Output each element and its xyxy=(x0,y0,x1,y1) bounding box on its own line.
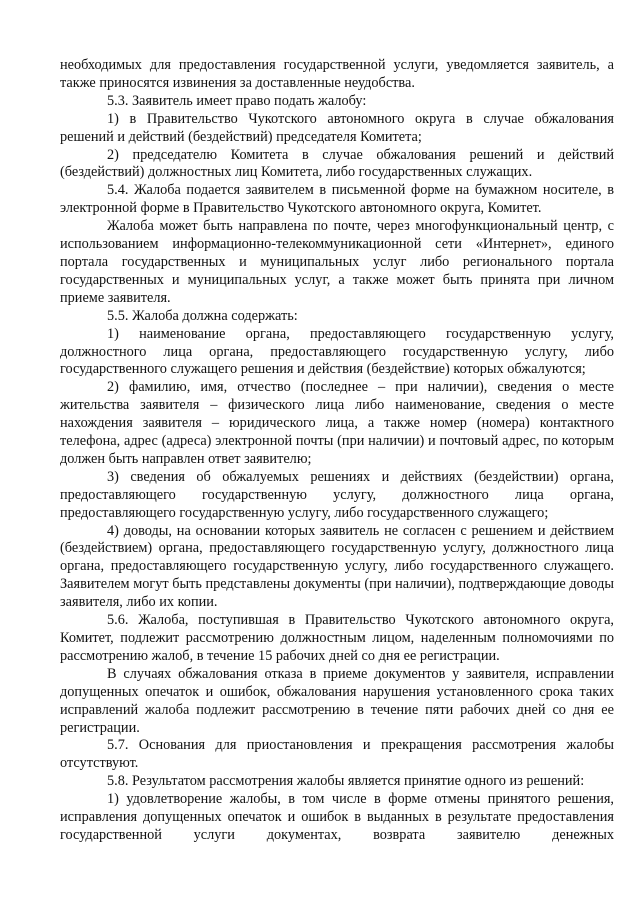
paragraph-1: необходимых для предоставления государственной услуги, уведомляется заявитель, а также приносятся извинения за доставленные неудобства. xyxy=(60,57,614,91)
paragraph-11: 4) доводы, на основании которых заявитель не согласен с решением и действием (бездействием) органа, предоставляющего государственную услугу, должностного лица органа, предоставляющего государственную услугу, либо государственного служащего. Заявителем могут быть представлены документы (при наличии), подтверждающие доводы заявителя, либо их копии. xyxy=(60,522,614,611)
paragraph-9: 2) фамилию, имя, отчество (последнее – при наличии), сведения о месте жительства заявителя – физического лица либо наименование, сведения о месте нахождения заявителя – юридического лица, а также номер (номера) контактного телефона, адрес (адреса) электронной почты (при наличии) и почтовый адрес, по которым должен быть направлен ответ заявителю; xyxy=(60,379,614,467)
paragraph-2: 5.3. Заявитель имеет право подать жалобу: xyxy=(107,92,367,109)
paragraph-3: 1) в Правительство Чукотского автономного округа в случае обжалования решений и действий (бездействий) председателя Комитета; xyxy=(60,110,614,145)
paragraph-10: 3) сведения об обжалуемых решениях и действиях (бездействии) органа, предоставляющего государственную услугу, должностного лица органа, предоставляющего государственную услугу, либо государственного служащего; xyxy=(60,468,614,521)
paragraph-4: 2) председателю Комитета в случае обжалования решений и действий (бездействий) должностных лиц Комитета, либо государственных служащих. xyxy=(60,146,614,181)
paragraph-13: В случаях обжалования отказа в приеме документов у заявителя, исправлении допущенных опечаток и ошибок, обжалования нарушения установленного срока таких исправлений жалоба подлежит рассмотрению в течение пяти рабочих дней со дня ее регистрации. xyxy=(60,665,614,736)
paragraph-12: 5.6. Жалоба, поступившая в Правительство Чукотского автономного округа, Комитет, подлежит рассмотрению должностным лицом, наделенным полномочиями по рассмотрению жалоб, в течение 15 рабочих дней со дня ее регистрации. xyxy=(60,612,614,664)
paragraph-6: Жалоба может быть направлена по почте, через многофункциональный центр, с использованием информационно-телекоммуникационной сети «Интернет», единого портала государственных и муниципальных услуг либо регионального портала государственных и муниципальных услуг, а также может быть принята при личном приеме заявителя. xyxy=(60,218,614,306)
paragraph-15: 5.8. Результатом рассмотрения жалобы является принятие одного из решений: xyxy=(107,773,585,790)
paragraph-7: 5.5. Жалоба должна содержать: xyxy=(107,307,298,324)
paragraph-5: 5.4. Жалоба подается заявителем в письменной форме на бумажном носителе, в электронной форме в Правительство Чукотского автономного округа, Комитет. xyxy=(60,182,614,217)
paragraph-8: 1) наименование органа, предоставляющего государственную услугу, должностного лица органа, предоставляющего государственную услугу, либо государственного служащего решения и действия (бездействие) которых обжалуются; xyxy=(60,325,614,378)
paragraph-16: 1) удовлетворение жалобы, в том числе в форме отмены принятого решения, исправления допущенных опечаток и ошибок в выданных в результате предоставления государственной услуги документах, возврата заявителю денежных xyxy=(60,791,614,843)
paragraph-14: 5.7. Основания для приостановления и прекращения рассмотрения жалобы отсутствуют. xyxy=(60,737,614,772)
